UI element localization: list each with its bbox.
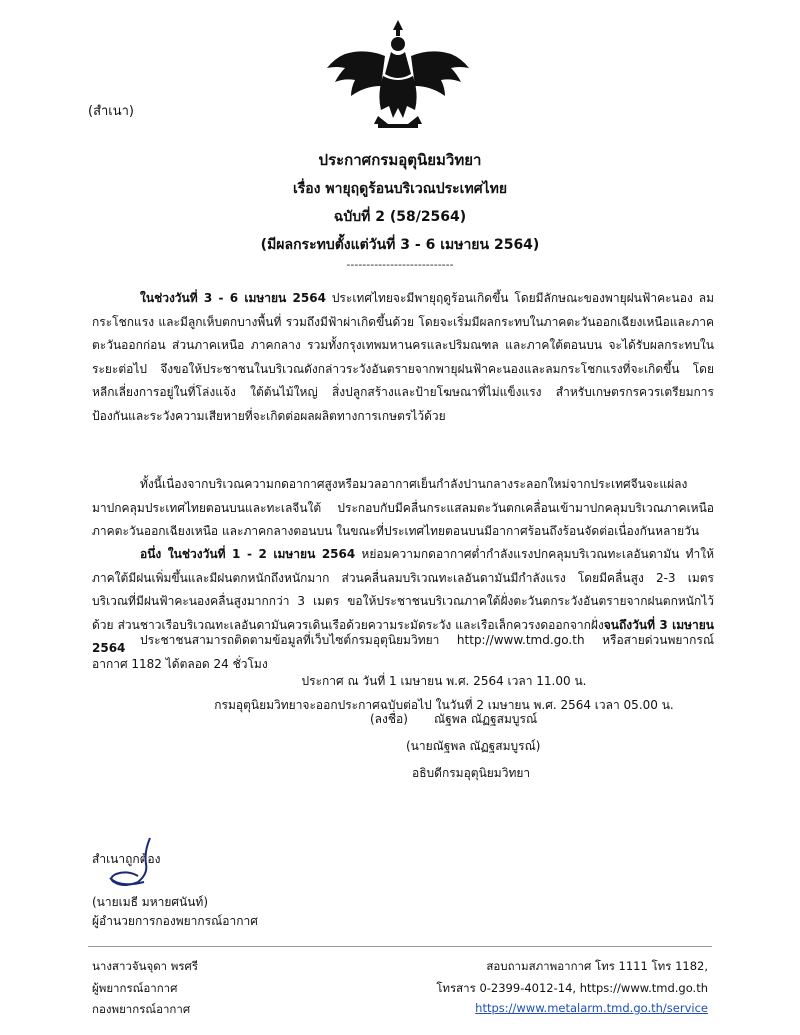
announce-date: ประกาศ ณ วันที่ 1 เมษายน พ.ศ. 2564 เวลา 11.00 น. [301, 674, 587, 688]
copy-mark: (สำเนา) [88, 104, 135, 119]
paragraph-2 [92, 473, 714, 544]
footer-contact-name: นางสาวจันจุดา พรศรี [92, 959, 199, 973]
footer-divider [88, 946, 712, 947]
certifier-name: (นายเมธี มหายศนันท์) [92, 895, 209, 909]
signature-position: อธิบดีกรมอุตุนิยมวิทยา [412, 766, 531, 780]
handwritten-signature-icon [90, 834, 170, 894]
signature-name: ณัฐพล ณัฏฐสมบูรณ์ [434, 712, 538, 726]
signature-label: (ลงชื่อ) [370, 712, 408, 726]
paragraph-4 [92, 629, 714, 676]
paragraph-3-end: จนถึงวันที่ 3 เมษายน 2564 [92, 617, 714, 655]
footer-contact-dept: กองพยากรณ์อากาศ [92, 1002, 191, 1016]
document-title: ประกาศกรมอุตุนิยมวิทยา [318, 151, 482, 169]
document-subject: เรื่อง พายุฤดูร้อนบริเวณประเทศไทย [292, 181, 508, 197]
footer-contact-role: ผู้พยากรณ์อากาศ [92, 981, 178, 995]
separator: --------------------------- [346, 258, 454, 271]
paragraph-1-text: ประเทศไทยจะมีพายุฤดูร้อนเกิดขึ้น โดยมีลักษณะของพายุฝนฟ้าคะนอง ลมกระโชกแรง และมีลูกเห็บตกบางพื้นที่ รวมถึงมีฟ้าผ่าเกิดขึ้นด้วย โดยจะเริ่มมีผลกระทบในภาคตะวันออกเฉียงเหนือและภาคตะวันออกก่อน ส่วนภาคเหนือ ภาคกลาง รวมทั้งกรุงเทพมหานครและปริมณฑล และภาคใต้ตอนบน จะได้รับผลกระทบในระยะต่อไป จึงขอให้ประชาชนในบริเวณดังกล่าวระวังอันตรายจากพายุฝนฟ้าคะนองและลมกระโชกแรงที่จะเกิดขึ้น โดยหลีกเลี่ยงการอยู่ในที่โล่งแจ้ง ใต้ต้นไม้ใหญ่ สิ่งปลูกสร้างและป้ายโฆษณาที่ไม่แข็งแรง สำหรับเกษตรกรควรเตรียมการป้องกันและระวังความเสียหายที่จะเกิดต่อผลผลิตทางการเกษตรไว้ด้วย [92, 291, 714, 423]
signature-full-name: (นายณัฐพล ณัฏฐสมบูรณ์) [406, 739, 541, 753]
paragraph-3-text: หย่อมความกดอากาศต่ำกำลังแรงปกคลุมบริเวณทะเลอันดามัน ทำให้ภาคใต้มีฝนเพิ่มขึ้นและมีฝนตกหนักถึงหนักมาก ส่วนคลื่นลมบริเวณทะเลอันดามันมีกำลังแรง โดยมีคลื่นสูง 2-3 เมตร บริเวณที่มีฝนฟ้าคะนองคลื่นสูงมากกว่า 3 เมตร ขอให้ประชาชนบริเวณภาคใต้ฝั่งตะวันตกระวังอันตรายจากฝนตกหนักไว้ด้วย ส่วนชาวเรือบริเวณทะเลอันดามันควรเดินเรือด้วยความระมัดระวัง และเรือเล็กควรงดออกจากฝั่ง [92, 547, 714, 632]
paragraph-3-lead: อนึ่ง ในช่วงวันที่ 1 - 2 เมษายน 2564 [140, 547, 356, 561]
paragraph-1 [92, 287, 714, 428]
certified-copy-label: สำเนาถูกต้อง [92, 852, 161, 866]
document-effective-date: (มีผลกระทบตั้งแต่วันที่ 3 - 6 เมษายน 2564) [260, 237, 540, 253]
paragraph-2-text: ทั้งนี้เนื่องจากบริเวณความกดอากาศสูงหรือมวลอากาศเย็นกำลังปานกลางระลอกใหม่จากประเทศจีนจะแผ่ลงมาปกคลุมประเทศไทยตอนบนและทะเลจีนใต้ ประกอบกับมีคลื่นกระแสลมตะวันตกเคลื่อนเข้ามาปกคลุมบริเวณภาคเหนือ ภาคตะวันออกเฉียงเหนือ และภาคกลางตอนบน ในขณะที่ประเทศไทยตอนบนมีอากาศร้อนถึงร้อนจัดต่อเนื่องกันหลายวัน [92, 477, 714, 538]
certifier-position: ผู้อำนวยการกองพยากรณ์อากาศ [92, 914, 258, 928]
paragraph-1-lead: ในช่วงวันที่ 3 - 6 เมษายน 2564 [140, 291, 326, 305]
garuda-emblem-icon [323, 16, 473, 131]
document-issue: ฉบับที่ 2 (58/2564) [333, 209, 467, 225]
footer-service-link[interactable]: https://www.metalarm.tmd.go.th/service [475, 1001, 708, 1015]
footer-phone: สอบถามสภาพอากาศ โทร 1111 โทร 1182, [486, 959, 708, 973]
next-announcement: กรมอุตุนิยมวิทยาจะออกประกาศฉบับต่อไป ในวันที่ 2 เมษายน พ.ศ. 2564 เวลา 05.00 น. [214, 698, 674, 712]
paragraph-4-text: ประชาชนสามารถติดตามข้อมูลที่เว็บไซต์กรมอุตุนิยมวิทยา http://www.tmd.go.th หรือสายด่วนพยากรณ์อากาศ 1182 ได้ตลอด 24 ชั่วโมง [92, 633, 714, 671]
footer-fax: โทรสาร 0-2399-4012-14, https://www.tmd.go.th [436, 981, 708, 995]
